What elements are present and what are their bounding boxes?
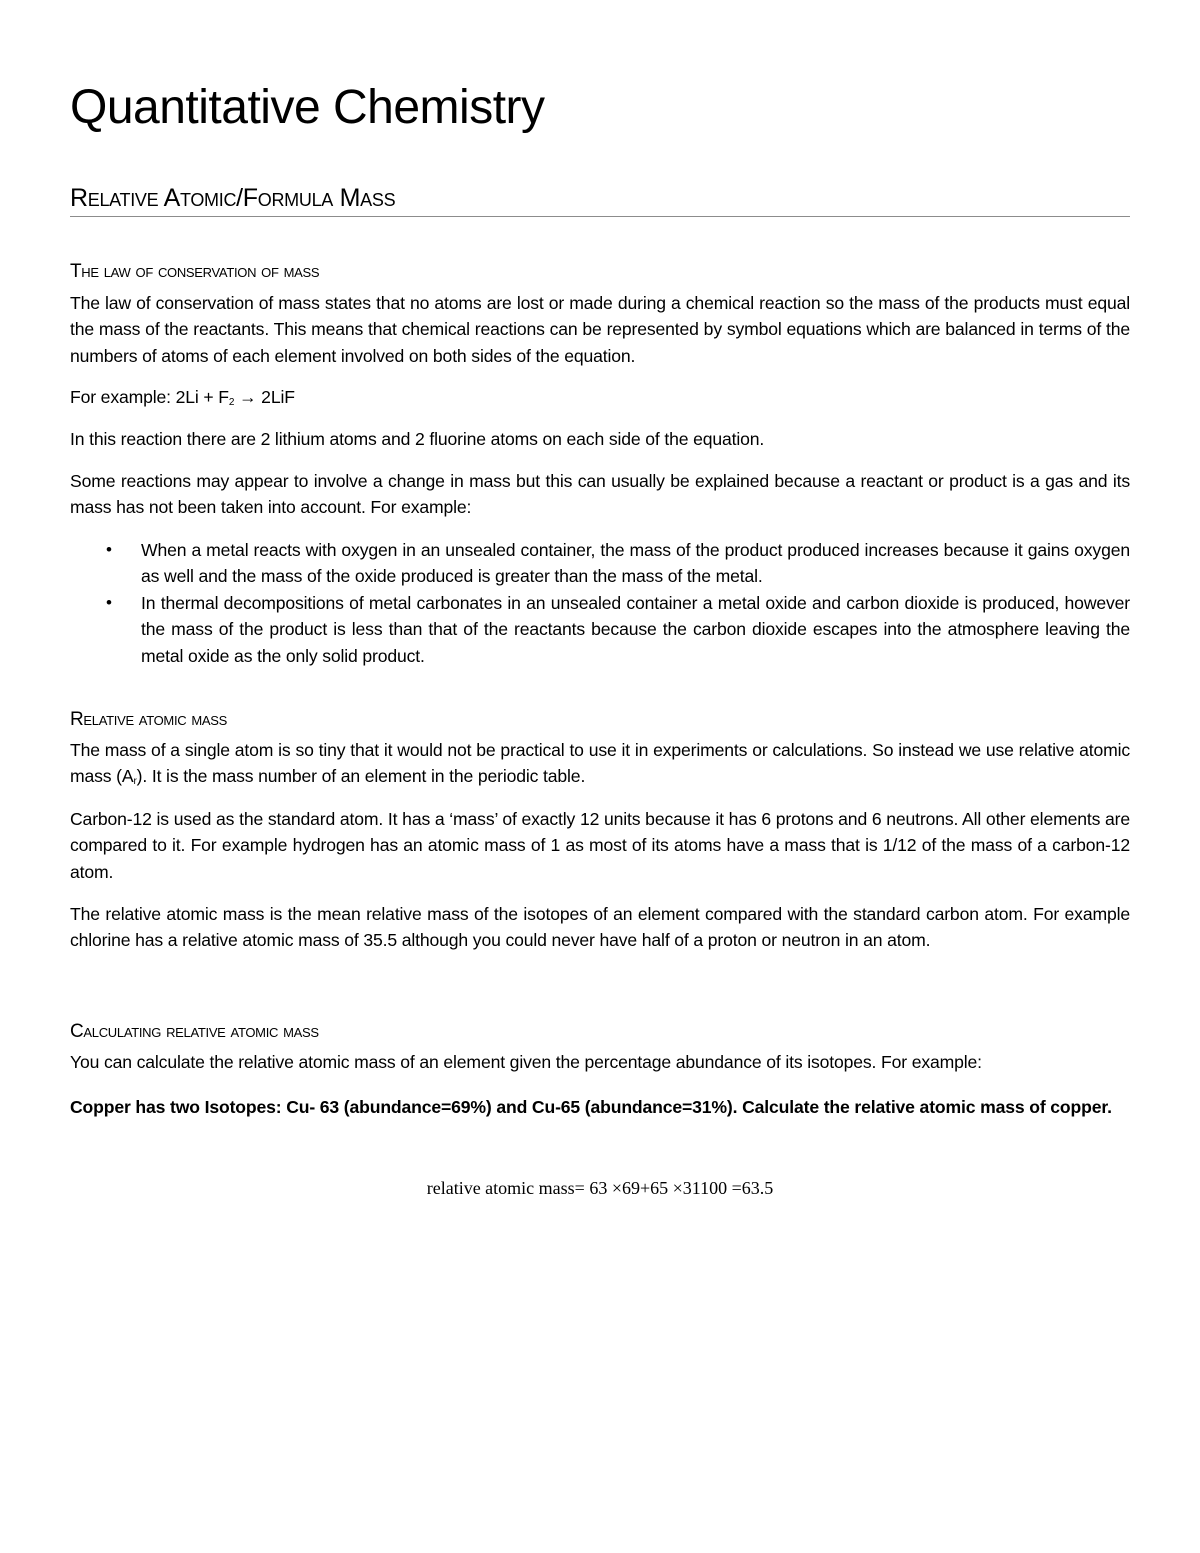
- list-item: [70, 590, 1130, 669]
- list-item: [70, 537, 1130, 590]
- example-equation-start: For example: 2Li + F: [70, 387, 229, 407]
- bullet-text: When a metal reacts with oxygen in an unsealed container, the mass of the product produced increases because it gains oxygen as well and the mass of the oxide produced is greater than the mass of the metal.: [141, 540, 1130, 587]
- relative-mass-intro: [70, 737, 1130, 790]
- heading-calculating-relative-atomic-mass: Calculating relative atomic mass: [70, 1021, 319, 1042]
- conservation-example: [70, 384, 1130, 410]
- copper-equation: relative atomic mass= 63 ×69+65 ×31100 =63.5: [426, 1178, 774, 1198]
- relative-mass-subscript: r: [133, 776, 137, 788]
- example-equation-subscript: 2: [228, 397, 235, 408]
- example-equation-end: → 2LiF: [234, 387, 295, 407]
- bullet-icon: •: [106, 592, 112, 612]
- copper-question: Copper has two Isotopes: Cu- 63 (abundance=69%) and Cu-65 (abundance=31%). Calculate the relative atomic mass of copper.: [70, 1097, 1112, 1117]
- section-heading-relative-mass: Relative Atomic/Formula Mass: [70, 182, 1130, 217]
- bullet-text: In thermal decompositions of metal carbonates in an unsealed container a metal oxide and carbon dioxide is produced, however the mass of the product is less than that of the reactants because the carbon dioxide escapes into the atmosphere leaving the metal oxide as the only solid product.: [141, 592, 1130, 666]
- relative-mass-intro-end: ). It is the mass number of an element in the periodic table.: [136, 766, 586, 787]
- bullet-icon: •: [106, 540, 112, 559]
- mean-relative-mass-paragraph: The relative atomic mass is the mean relative mass of the isotopes of an element compared with the standard carbon atom. For example chlorine has a relative atomic mass of 35.5 although you could never have half of a proton or neutron in an atom.: [70, 904, 1130, 951]
- relative-mass-intro-start: The mass of a single atom is so tiny that it would not be practical to use it in experiments or calculations. So instead we use relative atomic mass (A: [70, 740, 1130, 787]
- carbon-12-paragraph: Carbon-12 is used as the standard atom. It has a ‘mass’ of exactly 12 units because it has 6 protons and 6 neutrons. All other elements are compared to it. For example hydrogen has an atomic mass of 1 as most of its atoms have a mass that is 1/12 of the mass of a carbon-12 atom.: [70, 809, 1130, 882]
- heading-conservation-of-mass: The law of conservation of mass: [70, 261, 320, 282]
- conservation-paragraph: The law of conservation of mass states that no atoms are lost or made during a chemical reaction so the mass of the products must equal the mass of the reactants. This means that chemical reactions can be represented by symbol equations which are balanced in terms of the numbers of atoms of each element involved on both sides of the equation.: [70, 293, 1130, 366]
- conservation-atoms-note: In this reaction there are 2 lithium atoms and 2 fluorine atoms on each side of the equation.: [70, 429, 765, 449]
- calculating-intro: You can calculate the relative atomic mass of an element given the percentage abundance of its isotopes. For example:: [70, 1052, 982, 1072]
- conservation-gas-note: Some reactions may appear to involve a change in mass but this can usually be explained because a reactant or product is a gas and its mass has not been taken into account. For example:: [70, 471, 1130, 518]
- mass-change-examples-list: [70, 537, 1130, 669]
- document-title: Quantitative Chemistry: [70, 81, 545, 134]
- heading-relative-atomic-mass: Relative atomic mass: [70, 709, 227, 730]
